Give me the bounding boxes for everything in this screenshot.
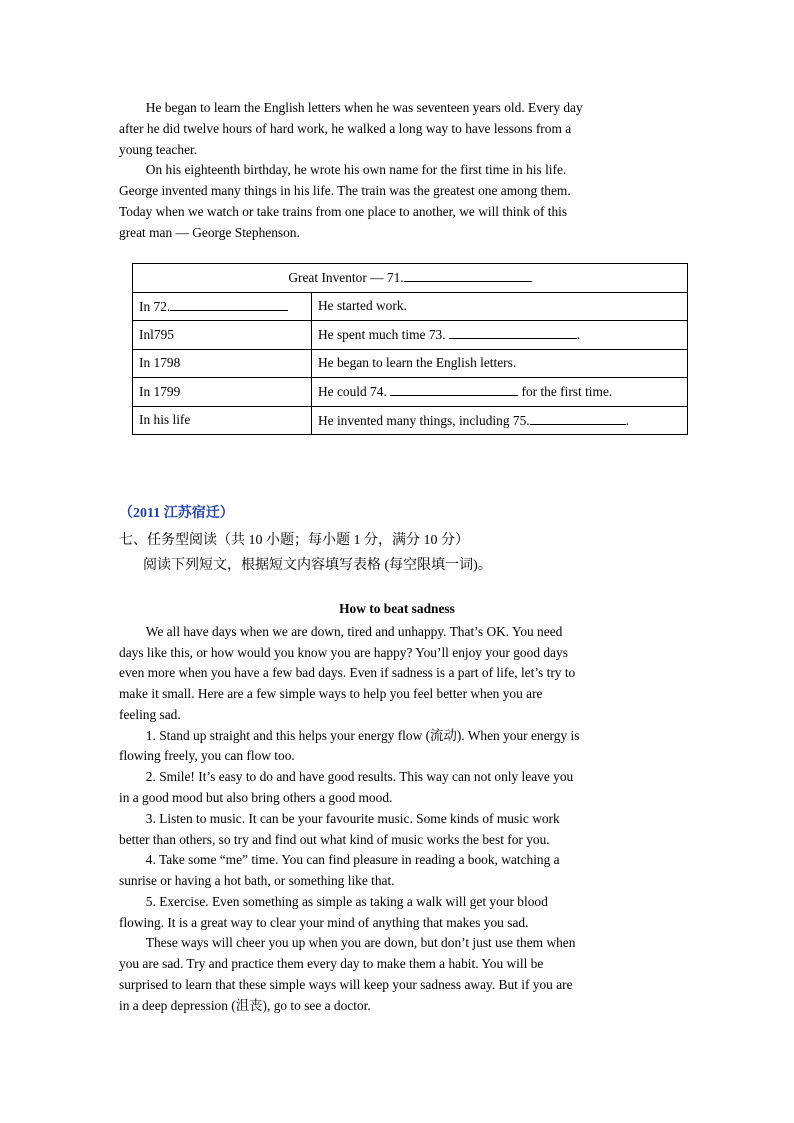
table-cell-event bbox=[312, 406, 688, 435]
table-row bbox=[133, 349, 688, 378]
table-cell-text: In 1798 bbox=[139, 355, 181, 371]
section-title: 七、任务型阅读（共 10 小题；每小题 1 分，满分 10 分） bbox=[119, 533, 469, 548]
table-header-text: Great Inventor — 71. bbox=[288, 270, 404, 286]
answer-blank-72[interactable] bbox=[170, 298, 288, 311]
passage2-line-2: days like this, or how would you know you are happy? You’ll enjoy your good days bbox=[119, 645, 568, 660]
table-cell-event bbox=[312, 349, 688, 378]
passage2-line-6: 1. Stand up straight and this helps your energy flow (流动). When your energy is bbox=[145, 728, 580, 743]
table-row bbox=[133, 406, 688, 435]
passage1-line-2: after he did twelve hours of hard work, he walked a long way to have lessons from a bbox=[119, 121, 572, 136]
table-cell-year bbox=[133, 406, 312, 435]
passage2-line-3: even more when you have a few bad days. Even if sadness is a part of life, let’s try to bbox=[119, 665, 576, 680]
passage1-line-7: great man — George Stephenson. bbox=[119, 225, 300, 240]
table-row bbox=[133, 321, 688, 350]
table-cell-year bbox=[133, 349, 312, 378]
passage1-line-3: young teacher. bbox=[119, 142, 198, 157]
table-cell-year bbox=[133, 321, 312, 350]
table-cell-event bbox=[312, 321, 688, 350]
table-cell-text: In his life bbox=[139, 412, 191, 428]
source-label: （2011 江苏宿迁） bbox=[119, 506, 234, 521]
passage2-line-18: surprised to learn that these simple ways will keep your sadness away. But if you are bbox=[119, 977, 573, 992]
inventor-table bbox=[132, 263, 688, 435]
table-cell-text: In 72. bbox=[139, 298, 171, 314]
table-cell-text: He began to learn the English letters. bbox=[318, 355, 517, 371]
answer-blank-71[interactable] bbox=[404, 269, 532, 282]
section-instruction: 阅读下列短文，根据短文内容填写表格 (每空限填一词)。 bbox=[143, 558, 492, 573]
answer-blank-73[interactable] bbox=[449, 326, 577, 339]
table-cell-text: He could 74. bbox=[318, 384, 391, 400]
table-cell-event bbox=[312, 378, 688, 407]
passage2-line-16: These ways will cheer you up when you are down, but don’t just use them when bbox=[145, 935, 576, 950]
passage1-line-6: Today when we watch or take trains from one place to another, we will think of this bbox=[119, 204, 568, 219]
table-cell-text: He spent much time 73. bbox=[318, 327, 449, 343]
passage1-line-4: On his eighteenth birthday, he wrote his own name for the first time in his life. bbox=[145, 162, 567, 177]
table-cell-text: He invented many things, including 75. bbox=[318, 412, 530, 428]
table-cell-text: Inl795 bbox=[139, 326, 174, 342]
passage2-line-7: flowing freely, you can flow too. bbox=[119, 748, 295, 763]
table-cell-year bbox=[133, 292, 312, 321]
table-cell-event bbox=[312, 292, 688, 321]
answer-blank-75[interactable] bbox=[530, 412, 626, 425]
passage1-line-1: He began to learn the English letters when he was seventeen years old. Every day bbox=[145, 100, 583, 115]
passage2-line-17: you are sad. Try and practice them every day to make them a habit. You will be bbox=[119, 956, 544, 971]
table-cell-year bbox=[133, 378, 312, 407]
passage-title: How to beat sadness bbox=[339, 601, 455, 616]
passage2-line-12: 4. Take some “me” time. You can find pleasure in reading a book, watching a bbox=[145, 852, 560, 867]
passage2-line-19: in a deep depression (沮丧), go to see a doctor. bbox=[119, 998, 371, 1013]
table-row bbox=[133, 378, 688, 407]
table-header-row bbox=[133, 264, 688, 293]
passage1-line-5: George invented many things in his life. The train was the greatest one among them. bbox=[119, 183, 571, 198]
passage2-line-1: We all have days when we are down, tired and unhappy. That’s OK. You need bbox=[145, 624, 563, 639]
passage2-line-9: in a good mood but also bring others a good mood. bbox=[119, 790, 393, 805]
table-cell-text: In 1799 bbox=[139, 383, 181, 399]
table-cell-text: for the first time. bbox=[518, 384, 613, 400]
passage2-line-10: 3. Listen to music. It can be your favourite music. Some kinds of music work bbox=[145, 811, 560, 826]
passage2-line-13: sunrise or having a hot bath, or something like that. bbox=[119, 873, 395, 888]
passage2-line-15: flowing. It is a great way to clear your mind of anything that makes you sad. bbox=[119, 915, 529, 930]
table-cell-period: . bbox=[625, 412, 629, 428]
passage2-line-5: feeling sad. bbox=[119, 707, 181, 722]
passage2-line-11: better than others, so try and find out what kind of music works the best for you. bbox=[119, 832, 550, 847]
table-header-cell bbox=[133, 264, 688, 293]
passage2-line-8: 2. Smile! It’s easy to do and have good results. This way can not only leave you bbox=[145, 769, 574, 784]
table-cell-period: . bbox=[576, 327, 581, 343]
table-row bbox=[133, 292, 688, 321]
passage2-line-14: 5. Exercise. Even something as simple as taking a walk will get your blood bbox=[145, 894, 548, 909]
answer-blank-74[interactable] bbox=[390, 383, 518, 396]
passage2-line-4: make it small. Here are a few simple ways to help you feel better when you are bbox=[119, 686, 543, 701]
table-cell-text: He started work. bbox=[318, 298, 407, 314]
